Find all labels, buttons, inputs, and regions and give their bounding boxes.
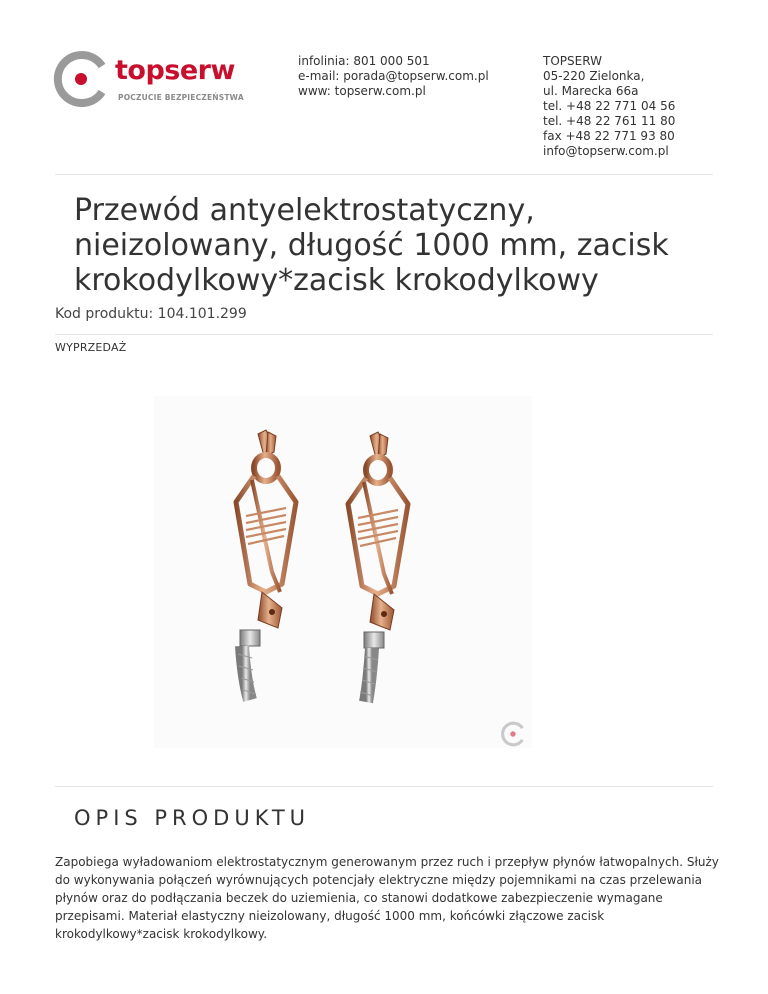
company-address bbox=[543, 54, 675, 159]
watermark-logo-icon bbox=[500, 721, 526, 747]
section-divider bbox=[55, 786, 713, 787]
company-name: TOPSERW bbox=[543, 54, 602, 68]
company-logo bbox=[52, 50, 262, 110]
phone-1: tel. +48 22 771 04 56 bbox=[543, 99, 676, 113]
product-image bbox=[154, 396, 532, 748]
phone-2: tel. +48 22 761 11 80 bbox=[543, 114, 676, 128]
brand-tagline: POCZUCIE BEZPIECZEŃSTWA bbox=[118, 93, 244, 102]
city: 05-220 Zielonka, bbox=[543, 69, 645, 83]
header-divider bbox=[55, 174, 713, 175]
title-divider bbox=[55, 334, 713, 335]
description-heading: OPIS PRODUKTU bbox=[74, 806, 311, 830]
street: ul. Marecka 66a bbox=[543, 84, 639, 98]
product-description: Zapobiega wyładowaniom elektrostatycznym generowanym przez ruch i przepływ płynów łatwopalnych. Służy do wykonywania połączeń wyrównujących potencjały elektryczne między pojemnikami na czas przelewania płynów oraz do podłączania beczek do uziemienia, co stanowi dodatkowe zabezpieczenie wymagane przepisami. Materiał elastyczny nieizolowany, długość 1000 mm, końcówki złączowe zacisk krokodylkowy*zacisk krokodylkowy. bbox=[55, 855, 719, 941]
fax: fax +48 22 771 93 80 bbox=[543, 129, 675, 143]
address-email[interactable]: info@topserw.com.pl bbox=[543, 144, 669, 158]
brand-name: topserw bbox=[115, 55, 235, 86]
infoline: infolinia: 801 000 501 bbox=[298, 54, 430, 68]
product-code: Kod produktu: 104.101.299 bbox=[55, 306, 247, 322]
website[interactable]: www: topserw.com.pl bbox=[298, 84, 426, 98]
contact-info bbox=[298, 54, 489, 99]
product-title: Przewód antyelektrostatyczny, nieizolowany, długość 1000 mm, zacisk krokodylkowy*zacisk krokodylkowy bbox=[74, 193, 669, 298]
contact-email[interactable]: e-mail: porada@topserw.com.pl bbox=[298, 69, 489, 83]
logo-ring-icon bbox=[52, 50, 110, 108]
sale-badge: WYPRZEDAŻ bbox=[55, 341, 127, 354]
alligator-clips-image bbox=[154, 396, 532, 748]
